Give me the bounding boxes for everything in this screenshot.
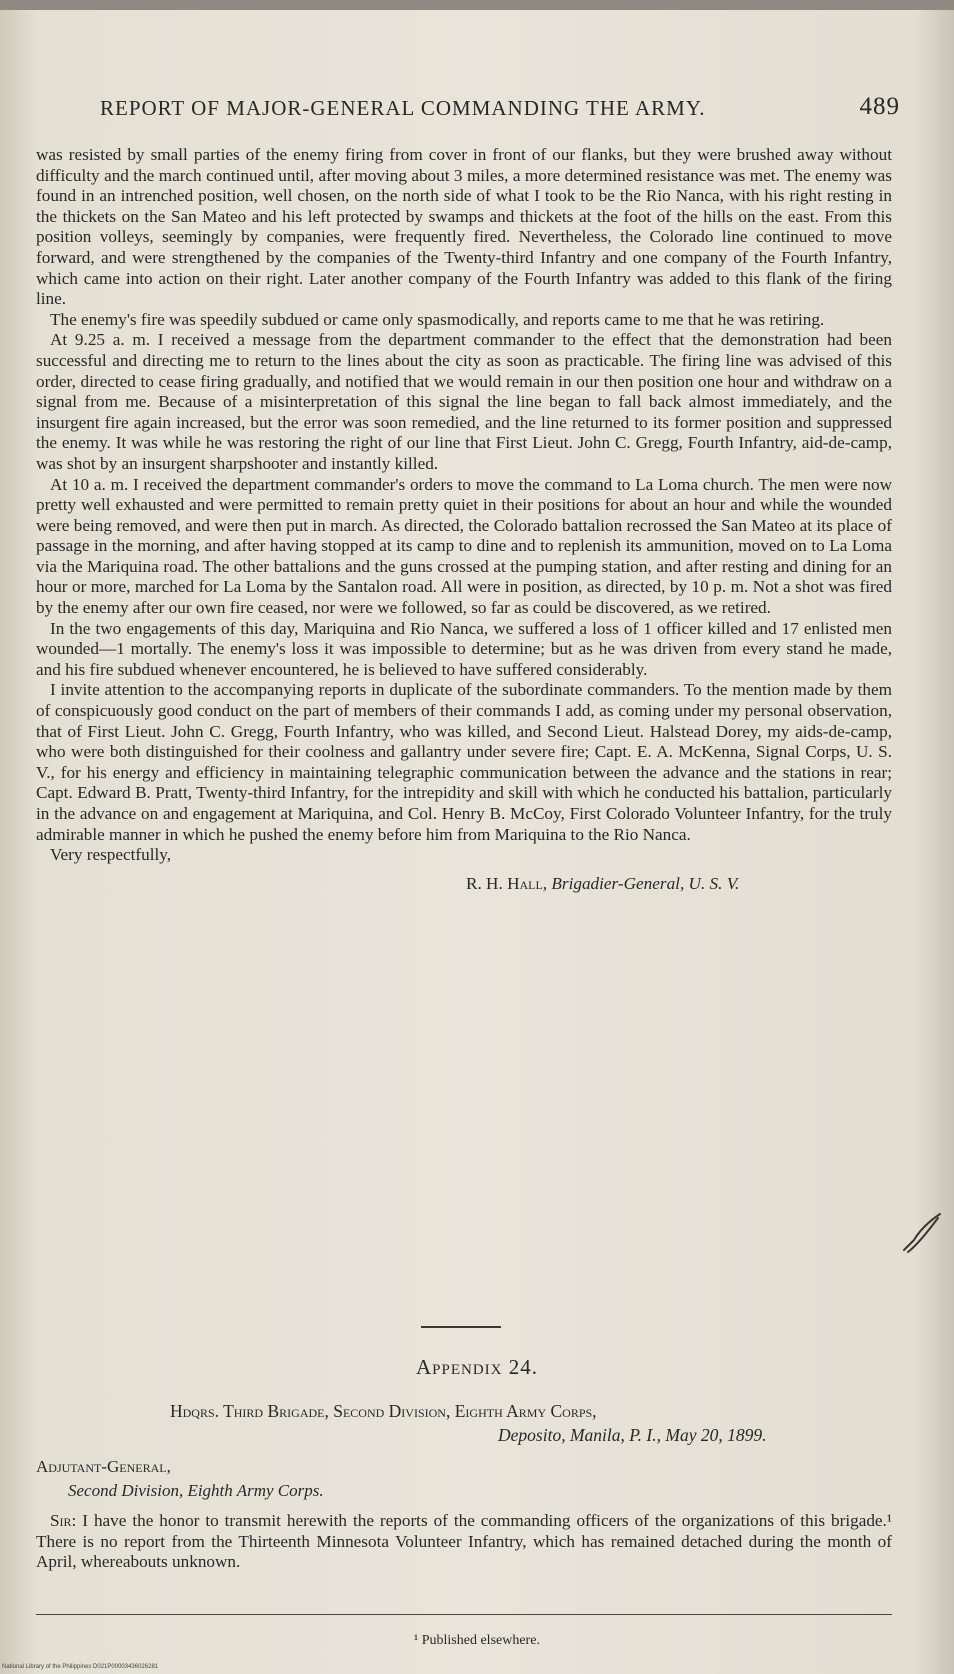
paragraph: I invite attention to the accompanying reports in duplicate of the subordinate commanders. To the mention made by them of conspicuously good conduct on the part of members of their commands I add, as coming under my personal observation, that of First Lieut. John C. Gregg, Fourth Infantry, who was killed, and Second Lieut. Halstead Dorey, my aids-de-camp, who were both distinguished for their coolness and gallantry under severe fire; Capt. E. A. McKenna, Signal Corps, U. S. V., for his energy and efficiency in maintaining telegraphic communication between the advance and the stations in rear; Capt. Edward B. Pratt, Twenty-third Infantry, for the intrepidity and skill with which he conducted his battalion, particularly in the advance on and engagement at Mariquina, and Col. Henry B. McCoy, First Colorado Volunteer Infantry, for the truly admirable manner in which he pushed the enemy before him from Mariquina to the Rio Nanca. <box>36 680 892 844</box>
running-header <box>100 93 900 121</box>
pencil-check-mark-icon <box>898 1210 946 1258</box>
headquarters-line: Hdqrs. Third Brigade, Second Division, Eighth Army Corps, <box>170 1401 597 1421</box>
closing: Very respectfully, <box>50 845 172 865</box>
letter-paragraph <box>36 1511 892 1573</box>
salutation: Sir: <box>50 1511 77 1530</box>
addressee-unit: Second Division, Eighth Army Corps. <box>68 1481 324 1500</box>
scan-top-edge <box>0 0 954 10</box>
scan-credit: National Library of the Philippines D021P00003436026281 <box>2 1664 159 1670</box>
letter-text: I have the honor to transmit herewith the reports of the commanding officers of the organizations of this brigade.¹ There is no report from the Thirteenth Minnesota Volunteer Infantry, which has remained detached during the month of April, whereabouts unknown. <box>36 1511 892 1572</box>
signature <box>466 874 892 895</box>
signature-name: R. H. Hall, <box>466 873 548 893</box>
footnote: ¹ Published elsewhere. <box>414 1633 540 1648</box>
section-divider <box>421 1326 501 1328</box>
addressee: Adjutant-General, <box>36 1457 171 1476</box>
place-date-line: Deposito, Manila, P. I., May 20, 1899. <box>498 1425 767 1445</box>
paragraph: In the two engagements of this day, Mariquina and Rio Nanca, we suffered a loss of 1 officer killed and 17 enlisted men wounded—1 mortally. The enemy's loss it was impossible to determine; but as he was driven from every stand he made, and his fire subdued whenever encountered, he is believed to have suffered considerably. <box>36 618 892 679</box>
appendix-title: Appendix 24. <box>415 1355 538 1379</box>
footnote-rule <box>36 1614 892 1615</box>
signature-title: Brigadier-General, U. S. V. <box>551 873 740 893</box>
paragraph: The enemy's fire was speedily subdued or came only spasmodically, and reports came to me that he was retiring. <box>50 309 825 329</box>
paragraph: was resisted by small parties of the enemy firing from cover in front of our flanks, but they were brushed away without difficulty and the march continued until, after moving about 3 miles, a more determined resistance was met. The enemy was found in an intrenched position, well chosen, on the north side of what I took to be the Rio Nanca, with his right resting in the thickets on the San Mateo and his left protected by swamps and thickets at the foot of the hills on the east. From this position volleys, seemingly by companies, were frequently fired. Nevertheless, the Colorado line continued to move forward, and were strengthened by the companies of the Twenty-third Infantry and one company of the Fourth Infantry, which came into action on their right. Later another company of the Fourth Infantry was added to this flank of the firing line. <box>36 145 892 309</box>
report-body <box>36 145 892 894</box>
paragraph: At 9.25 a. m. I received a message from the department commander to the effect that the demonstration had been successful and directing me to return to the lines about the city as soon as practicable. The firing line was advised of this order, directed to cease firing gradually, and notified that we would remain in our then position one hour and withdraw on a signal from me. Because of a misinterpretation of this signal the line began to fall back almost immediately, and the insurgent fire again increased, but the error was soon remedied, and the line returned to its former position and suppressed the enemy. It was while he was restoring the right of our line that First Lieut. John C. Gregg, Fourth Infantry, aid-de-camp, was shot by an insurgent sharpshooter and instantly killed. <box>36 330 892 473</box>
page-number: 489 <box>859 93 900 120</box>
running-title: REPORT OF MAJOR-GENERAL COMMANDING THE ARMY. <box>100 96 706 120</box>
paragraph: At 10 a. m. I received the department commander's orders to move the command to La Loma church. The men were now pretty well exhausted and were permitted to remain pretty quiet in their positions for about an hour and while the wounded were being removed, and were then put in march. As directed, the Colorado battalion recrossed the San Mateo at its place of passage in the morning, and after having stopped at its camp to dine and to replenish its ammunition, moved on to La Loma via the Mariquina road. The other battalions and the guns crossed at the pumping station, and after resting and dining for an hour or more, marched for La Loma by the Santalon road. All were in position, as directed, by 10 p. m. Not a shot was fired by the enemy after our own fire ceased, nor were we followed, so far as could be discovered, as we retired. <box>36 474 892 618</box>
